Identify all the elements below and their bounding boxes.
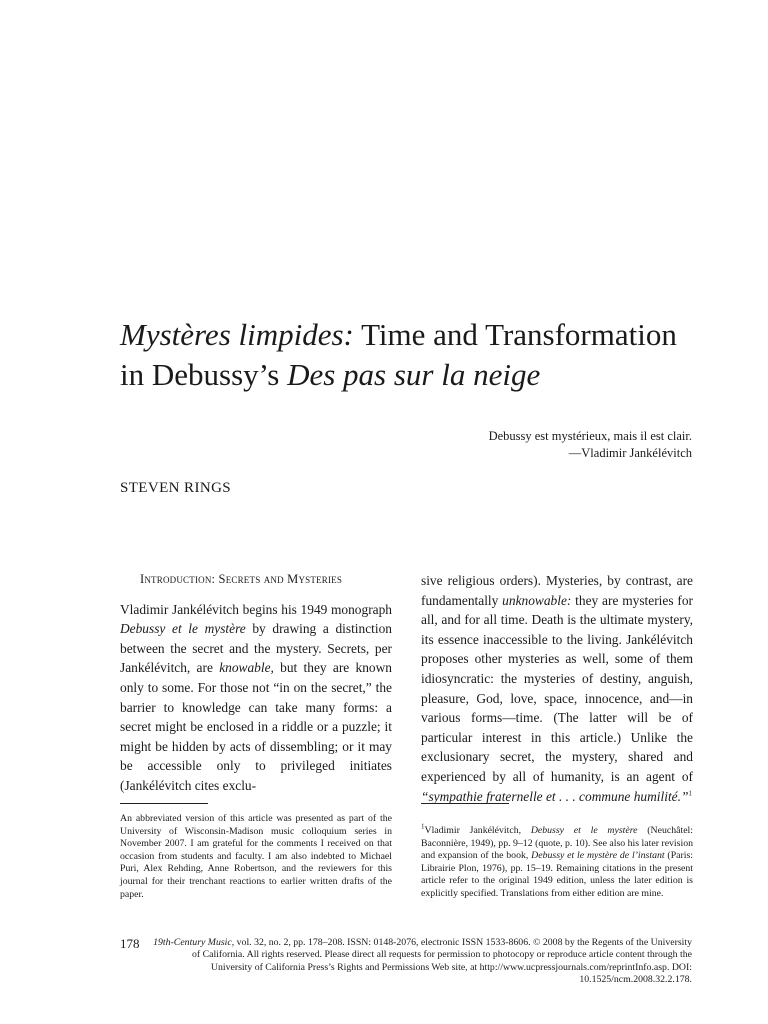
footnote-1 bbox=[421, 822, 694, 901]
text-run: but they are known only to some. For those not “in on the secret,” the barrier to knowledge can take many forms: a secret might be enclosed in a riddle or a puzzle; it might be hidden by acts of dissembling; or it may be accessible only to privileged initiates (Jankélévitch cites exclu- bbox=[120, 660, 392, 793]
text-run: (Paris: Librairie Plon, 1976), pp. 15–19. Remaining citations in the present article refer to the original 1949 edition, unless the later edition is explicitly specified. Translations from either edition are mine. bbox=[421, 850, 694, 899]
author-name: STEVEN RINGS bbox=[120, 480, 232, 496]
credit-text: vol. 32, no. 2, pp. 178–208. ISSN: 0148-2076, electronic ISSN 1533-8606. © 2008 by the Regents of the University of California. All rights reserved. Please direct all requests for permission to photocopy or reproduce article content through the University of California Press’s Rights and Permissions Web site, at http://www.ucpressjournals.com/reprintInfo.asp. DOI: 10.1525/ncm.2008.32.2.178. bbox=[191, 937, 692, 986]
body-column-right bbox=[421, 571, 693, 806]
publication-credit bbox=[150, 937, 692, 987]
page-number: 178 bbox=[120, 936, 140, 951]
footnote-reference[interactable]: 1 bbox=[688, 789, 692, 798]
text-run: (Neuchâtel: Baconnière, 1949), pp. 9–12 (quote, p. 10). See also his later revision and expansion of the book, bbox=[421, 825, 693, 862]
italic-run: Debussy et le mystère bbox=[120, 621, 246, 637]
footnote-number: 1 bbox=[421, 822, 425, 831]
text-run: Vladimir Jankélévitch, bbox=[424, 825, 531, 836]
text-run: Vladimir Jankélévitch begins his 1949 monograph bbox=[120, 601, 392, 617]
body-paragraph bbox=[120, 600, 392, 796]
title-italic-part: Des pas sur la neige bbox=[287, 357, 541, 392]
footnote-divider bbox=[421, 803, 509, 804]
epigraph-attribution: —Vladimir Jankélévitch bbox=[568, 446, 692, 460]
epigraph-quote: Debussy est mystérieux, mais il est clair. bbox=[488, 429, 692, 443]
italic-run: Debussy et le mystère de l’instant bbox=[531, 850, 665, 862]
footnote-divider bbox=[120, 803, 208, 804]
title-part: Time and Transformation bbox=[353, 317, 677, 352]
text-run: by drawing a distinction between the secret and the mystery. Secrets, per Jankélévitch, are bbox=[120, 621, 392, 676]
italic-run: unknowable: bbox=[502, 592, 572, 608]
body-column-left bbox=[120, 570, 392, 796]
acknowledgment-note: An abbreviated version of this article was presented as part of the University of Wisconsin-Madison music colloquium series in November 2007. I am grateful for the comments I received on that occasion from students and faculty. I am also indebted to Michael Puri, Alex Rehding, Anne Robertson, and the reviewers for this journal for their trenchant reactions to earlier written drafts of the paper. bbox=[120, 813, 392, 900]
body-paragraph bbox=[421, 571, 693, 806]
text-run: they are mysteries for all, and for all time. Death is the ultimate mystery, its essence inaccessible to the living. Jankélévitch proposes other mysteries as well, some of them idiosyncratic: the mysteries of destiny, anguish, pleasure, God, love, space, innocence, and—in various forms—time. (The latter will be of particular interest in this article.) Unlike the exclusionary secret, the mystery, shared and experienced by all of humanity, is an agent of bbox=[421, 592, 693, 784]
italic-run: Debussy et le mystère bbox=[530, 825, 638, 836]
journal-name: 19th-Century Music, bbox=[153, 937, 235, 948]
section-heading: Introduction: Secrets and Mysteries bbox=[140, 572, 343, 586]
text-run: sive religious orders). Mysteries, by contrast, are fundamentally bbox=[421, 573, 693, 608]
italic-run: “sympathie fraternelle et . . . commune humilité.” bbox=[421, 788, 689, 804]
article-title bbox=[120, 315, 720, 395]
title-part: in Debussy’s bbox=[120, 357, 288, 392]
title-italic-part: Mystères limpides: bbox=[120, 317, 354, 352]
italic-run: knowable, bbox=[219, 660, 274, 676]
epigraph bbox=[489, 428, 692, 462]
